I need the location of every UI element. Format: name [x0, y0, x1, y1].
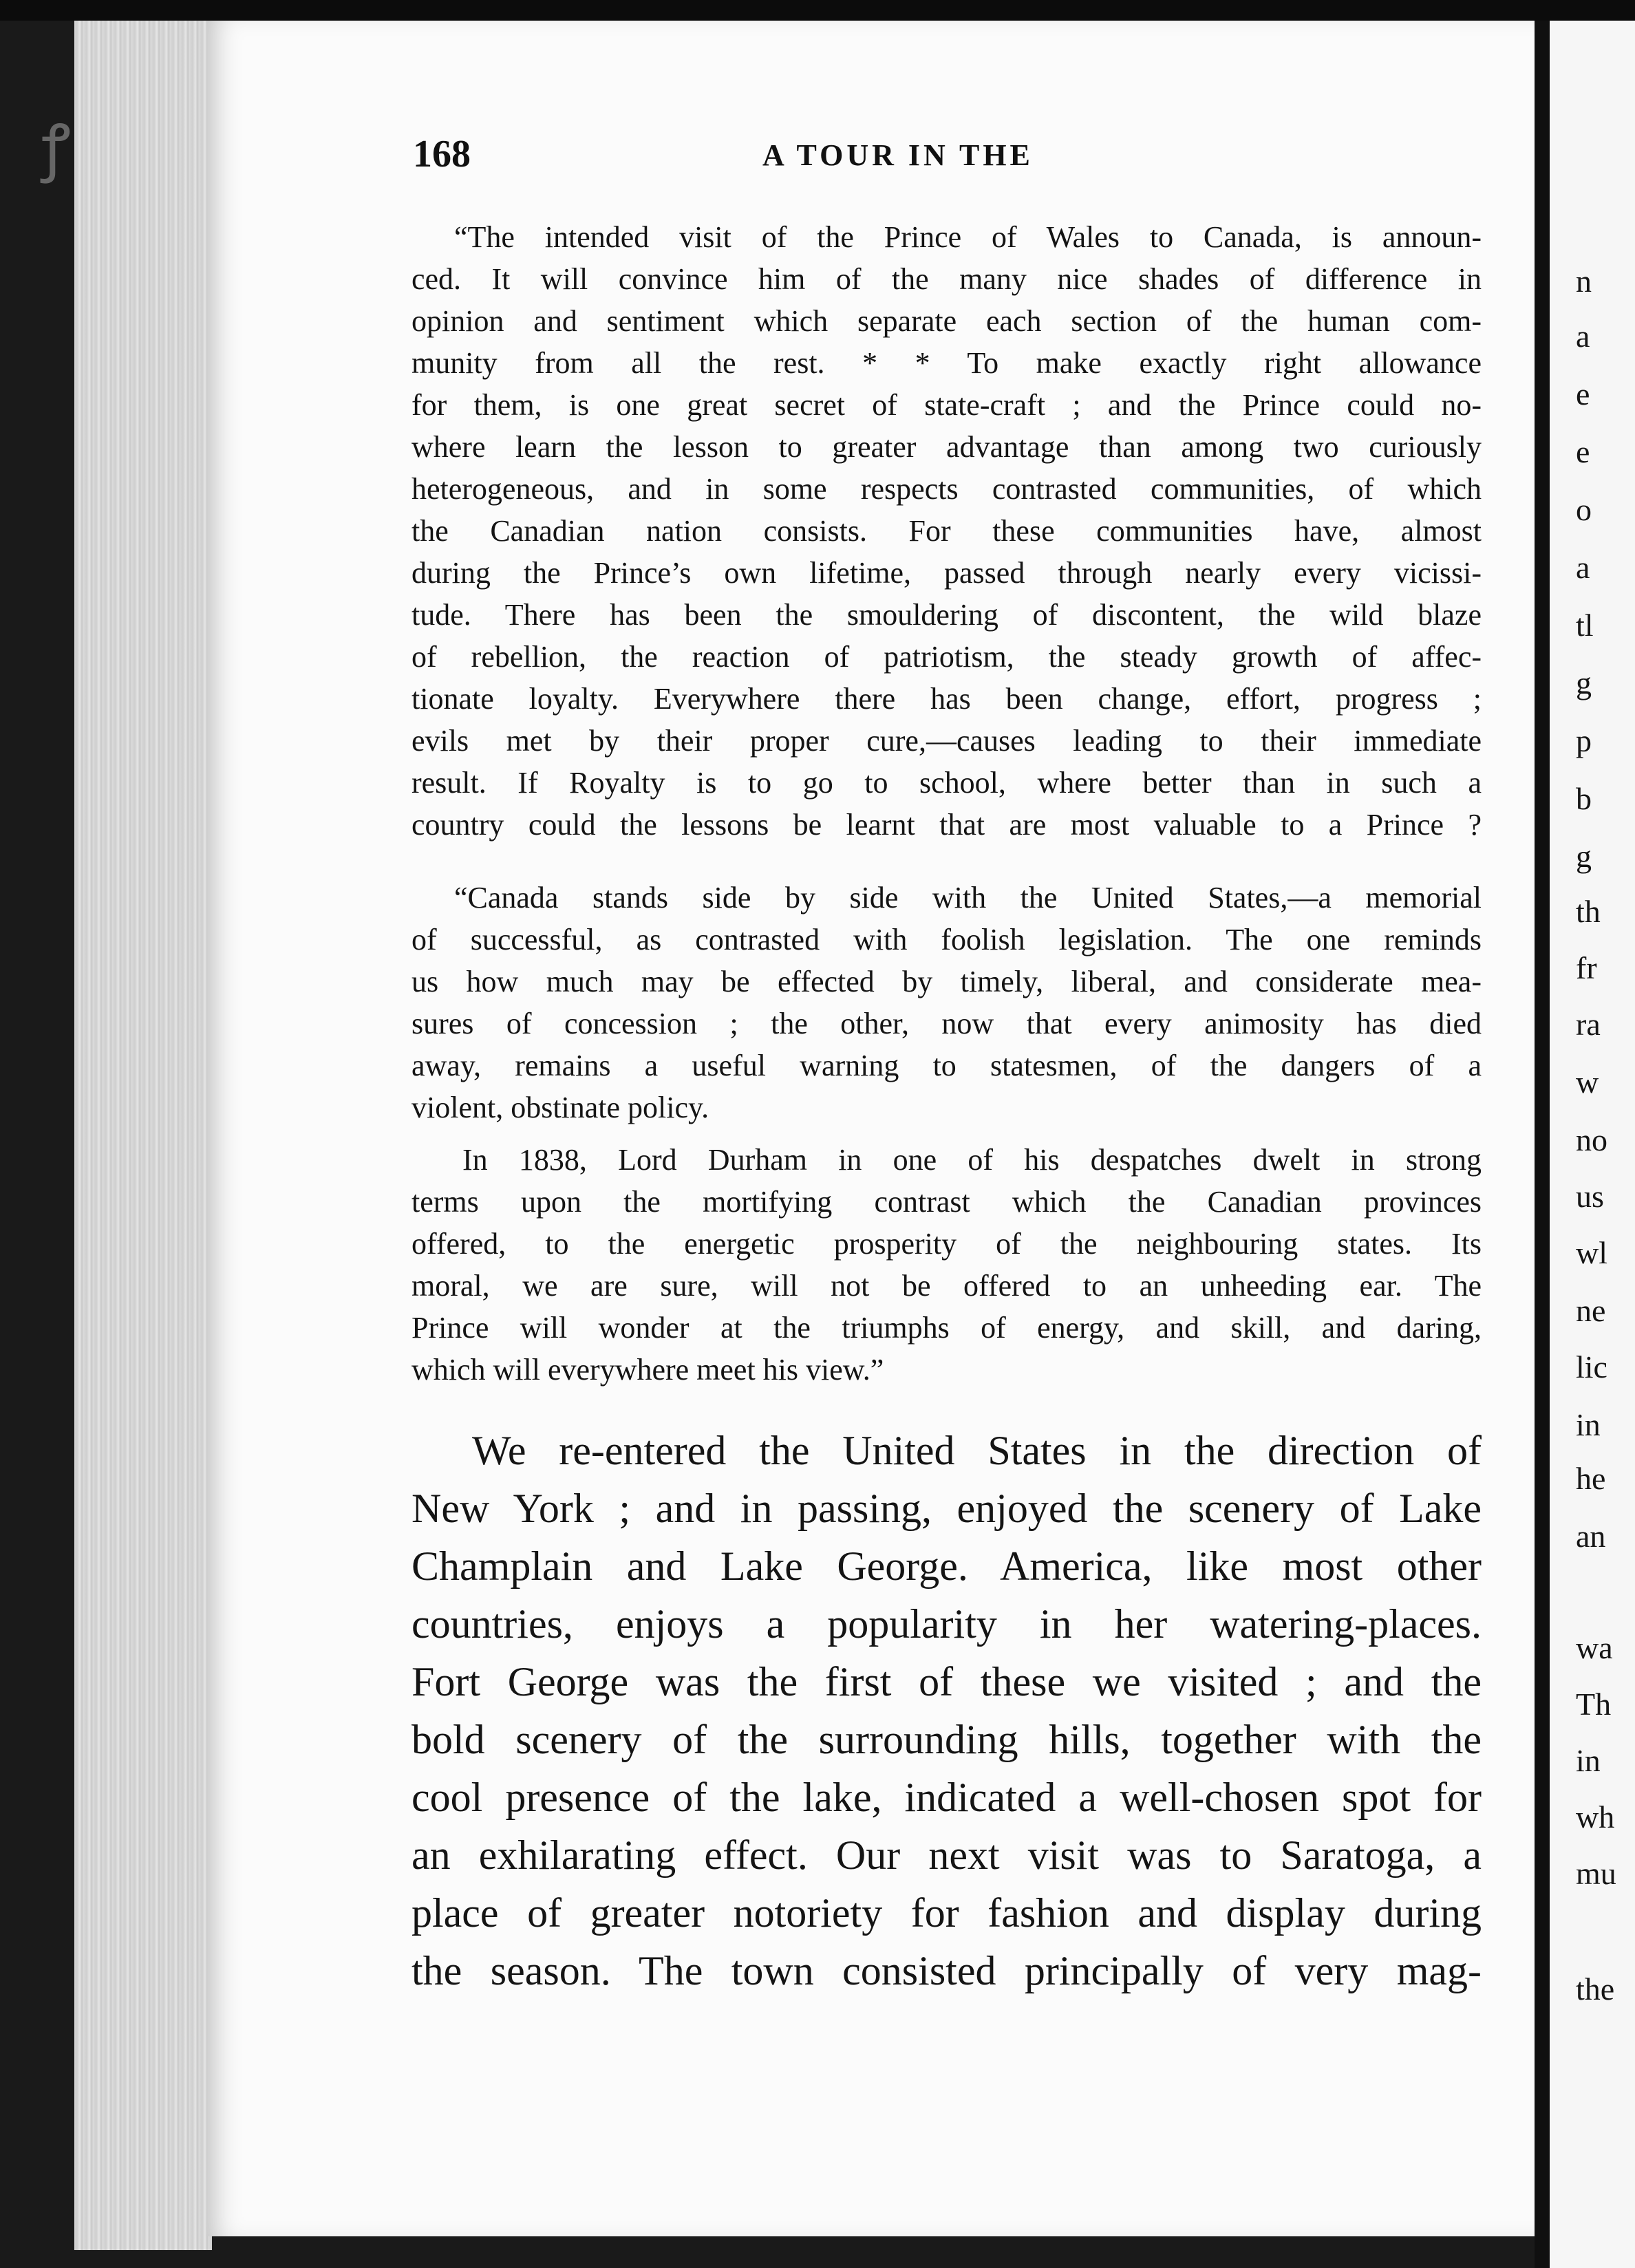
quote-line: country could the lessons be learnt that are most valuable to a Prince ?	[412, 808, 1482, 842]
quote-line: “Canada stands side by side with the United States,—a memorial	[454, 881, 1482, 914]
page-number: 168	[413, 133, 471, 175]
facing-page-fragment: lic	[1576, 1349, 1607, 1384]
facing-page-fragment: wh	[1576, 1799, 1615, 1834]
facing-page-fragment: mu	[1576, 1856, 1616, 1891]
quote-line: In 1838, Lord Durham in one of his despatches dwelt in strong	[462, 1143, 1482, 1177]
quote-line: sures of concession ; the other, now that every animosity has died	[412, 1007, 1482, 1040]
body-line: bold scenery of the surrounding hills, together with the	[412, 1717, 1482, 1762]
facing-page-fragment: g	[1576, 839, 1592, 874]
quote-line: opinion and sentiment which separate each section of the human com-	[412, 304, 1482, 338]
page-stack-edge	[74, 21, 212, 2250]
facing-page-fragment: e	[1576, 376, 1590, 411]
facing-page-fragment: fr	[1576, 950, 1597, 985]
quote-line: evils met by their proper cure,—causes leading to their immediate	[412, 724, 1482, 758]
body-line: an exhilarating effect. Our next visit was to Saratoga, a	[412, 1832, 1482, 1878]
body-line: countries, enjoys a popularity in her watering-places.	[412, 1601, 1482, 1647]
edge-ink-mark: ꝭ	[41, 111, 71, 184]
quote-line: heterogeneous, and in some respects contrasted communities, of which	[412, 472, 1482, 506]
quote-line: us how much may be effected by timely, liberal, and considerate mea-	[412, 965, 1482, 998]
facing-page-fragment: wl	[1576, 1235, 1607, 1270]
body-line: cool presence of the lake, indicated a well-chosen spot for	[412, 1775, 1482, 1820]
quote-line: “The intended visit of the Prince of Wales to Canada, is announ-	[454, 220, 1482, 254]
quote-line: which will everywhere meet his view.”	[412, 1353, 884, 1387]
facing-page-fragment: a	[1576, 319, 1590, 354]
facing-page-fragment: w	[1576, 1065, 1599, 1100]
facing-page-fragment: tl	[1576, 608, 1594, 643]
quote-line: the Canadian nation consists. For these communities have, almost	[412, 514, 1482, 548]
quote-line: Prince will wonder at the triumphs of energy, and skill, and daring,	[412, 1311, 1482, 1345]
body-line: Fort George was the first of these we visited ; and the	[412, 1659, 1482, 1704]
facing-page-fragment: p	[1576, 723, 1592, 758]
quote-line: ced. It will convince him of the many nice shades of difference in	[412, 262, 1482, 296]
facing-page-fragment: ra	[1576, 1007, 1601, 1042]
quote-line: result. If Royalty is to go to school, where better than in such a	[412, 766, 1482, 800]
facing-page-fragment: n	[1576, 264, 1592, 299]
scan-top-border	[0, 0, 1635, 21]
facing-page-fragment: g	[1576, 665, 1592, 700]
quote-line: during the Prince’s own lifetime, passed through nearly every vicissi-	[412, 556, 1482, 590]
facing-page-edge	[1550, 21, 1635, 2268]
facing-page-fragment: b	[1576, 781, 1592, 816]
quote-line: for them, is one great secret of state-craft ; and the Prince could no-	[412, 388, 1482, 422]
facing-page-fragment: in	[1576, 1743, 1601, 1778]
quote-line: of successful, as contrasted with foolish legislation. The one reminds	[412, 923, 1482, 956]
facing-page-fragment: in	[1576, 1407, 1601, 1442]
quote-line: away, remains a useful warning to statesmen, of the dangers of a	[412, 1049, 1482, 1082]
body-line: the season. The town consisted principally of very mag-	[412, 1948, 1482, 1993]
binding-gutter	[1535, 21, 1550, 2268]
facing-page-fragment: wa	[1576, 1630, 1613, 1665]
quote-line: where learn the lesson to greater advantage than among two curiously	[412, 430, 1482, 464]
facing-page-fragment: an	[1576, 1519, 1606, 1554]
facing-page-fragment: Th	[1576, 1687, 1612, 1722]
quote-line: violent, obstinate policy.	[412, 1091, 709, 1124]
facing-page-fragment: th	[1576, 894, 1601, 929]
body-line: Champlain and Lake George. America, like most other	[412, 1543, 1482, 1589]
facing-page-fragment: ne	[1576, 1293, 1606, 1328]
quote-line: tionate loyalty. Everywhere there has been change, effort, progress ;	[412, 682, 1482, 716]
body-line: New York ; and in passing, enjoyed the scenery of Lake	[412, 1486, 1482, 1531]
running-head: A TOUR IN THE	[762, 138, 1034, 172]
facing-page-fragment: he	[1576, 1461, 1606, 1496]
facing-page-fragment: o	[1576, 492, 1592, 527]
quote-line: munity from all the rest. * * To make exactly right allowance	[412, 346, 1482, 380]
facing-page-fragment: no	[1576, 1122, 1607, 1157]
quote-line: tude. There has been the smouldering of discontent, the wild blaze	[412, 598, 1482, 632]
body-line: place of greater notoriety for fashion and display during	[412, 1890, 1482, 1936]
body-line: We re-entered the United States in the direction of	[472, 1428, 1482, 1473]
quote-line: moral, we are sure, will not be offered to an unheeding ear. The	[412, 1269, 1482, 1303]
quote-line: of rebellion, the reaction of patriotism, the steady growth of affec-	[412, 640, 1482, 674]
facing-page-fragment: the	[1576, 1971, 1615, 2007]
quote-line: offered, to the energetic prosperity of the neighbouring states. Its	[412, 1227, 1482, 1261]
page-header	[413, 132, 1500, 180]
facing-page-fragment: e	[1576, 434, 1590, 469]
quote-line: terms upon the mortifying contrast which the Canadian provinces	[412, 1185, 1482, 1219]
facing-page-fragment: us	[1576, 1179, 1604, 1214]
facing-page-fragment: a	[1576, 550, 1590, 585]
